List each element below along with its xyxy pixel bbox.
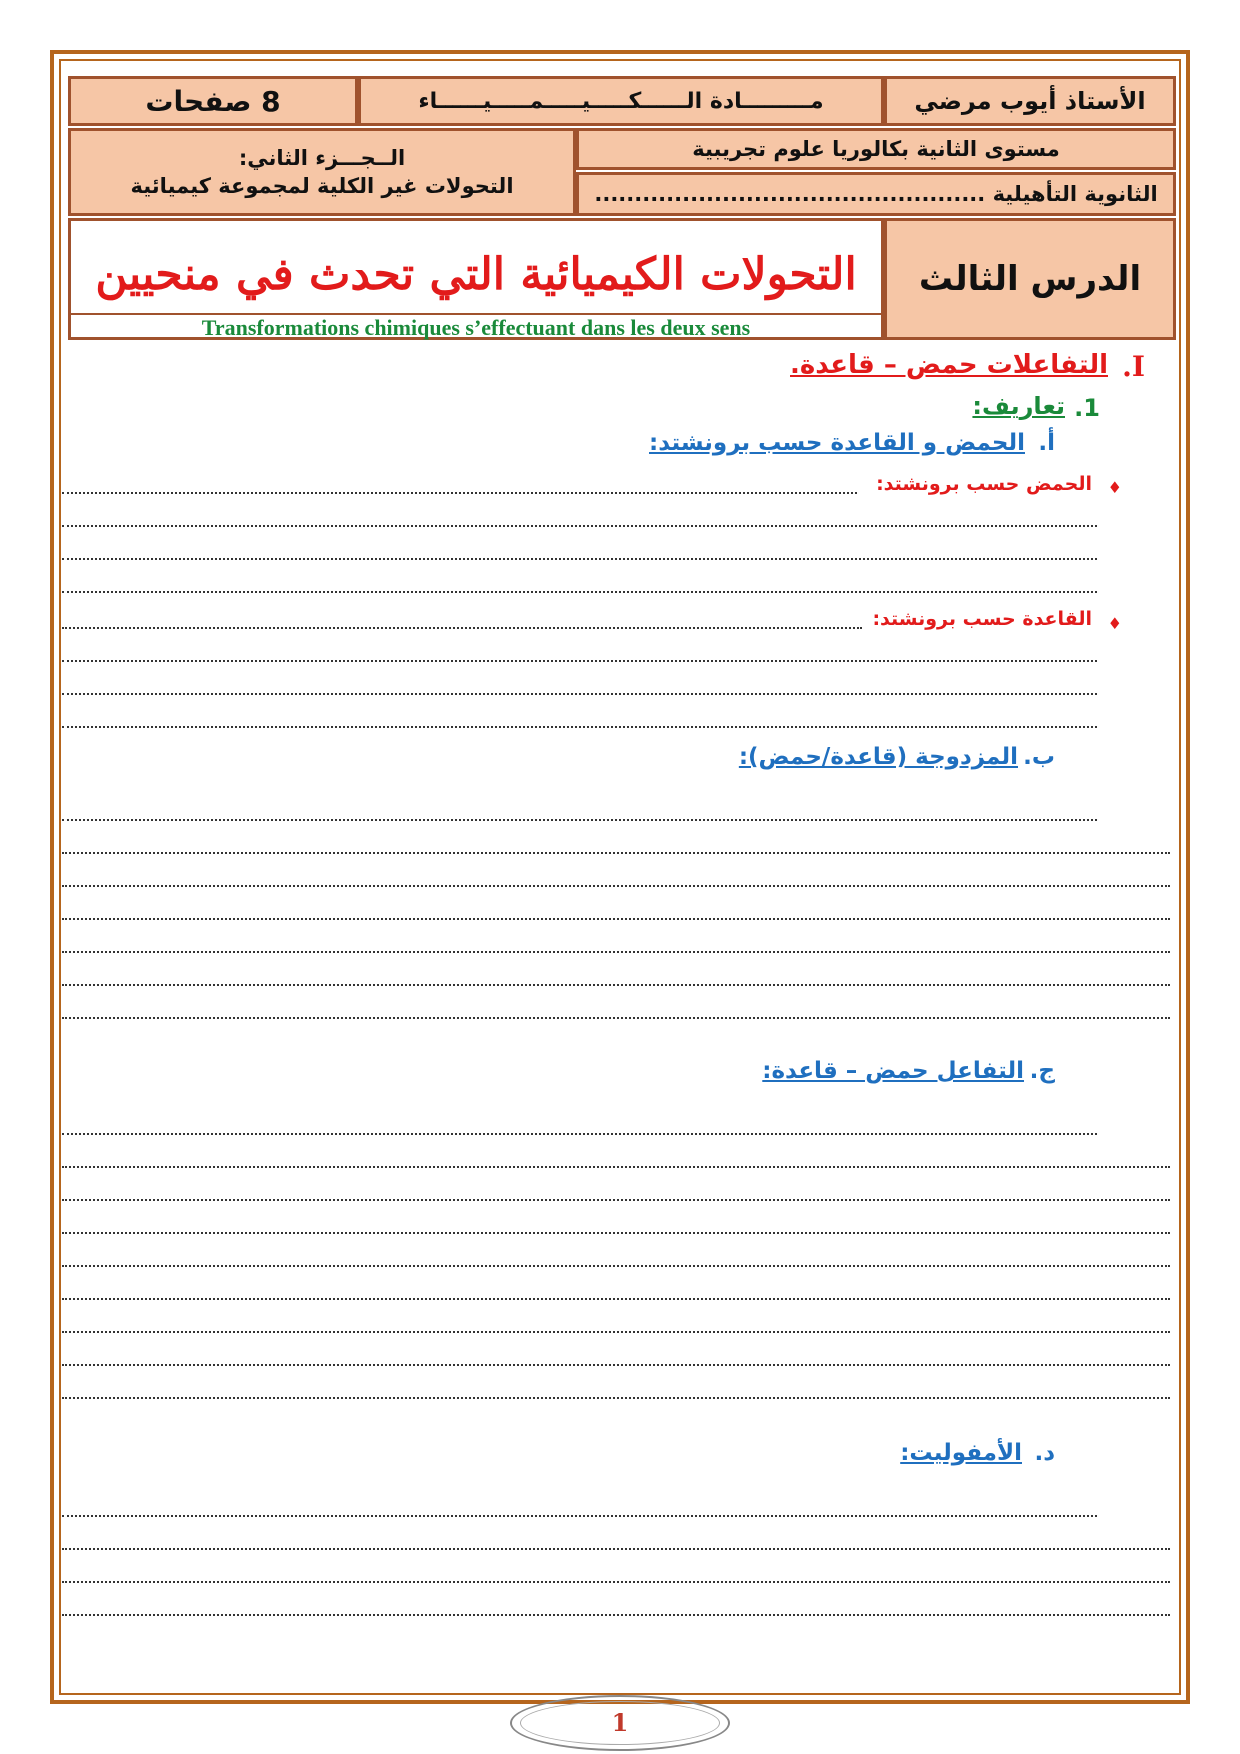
answer-line [62,1166,1170,1168]
answer-line [62,1199,1170,1201]
answer-line [62,1548,1170,1550]
answer-line [62,726,1097,728]
answer-line [62,1298,1170,1300]
sub-d-number: د. [1034,1440,1055,1466]
answer-line [62,660,1097,662]
answer-line [62,558,1097,560]
answer-line [62,819,1097,821]
answer-line [62,1397,1170,1399]
answer-line [62,693,1097,695]
answer-line [62,885,1170,887]
answer-line [62,852,1170,854]
answer-line [62,1614,1170,1616]
sub-c-title: التفاعل حمض – قاعدة: [762,1058,1024,1084]
sub-d-title: الأمفوليت: [900,1440,1022,1466]
bullet-1-symbol: ♦ [1107,478,1122,497]
pages-cell [68,76,358,126]
answer-line [62,1232,1170,1234]
school-text: الثانوية التأهيلية ................................................. [594,182,1158,206]
answer-line [62,1364,1170,1366]
sub-b-title: المزدوجة (قاعدة/حمض): [738,744,1018,770]
school-cell [576,172,1176,216]
answer-line [62,492,857,494]
lesson-title-french: Transformations chimiques s’effectuant dans les deux sens [71,313,881,341]
section-number: I. [1122,350,1145,383]
bullet-2-label: القاعدة حسب برونشتد: [872,608,1092,630]
sub-a-title: الحمض و القاعدة حسب برونشتد: [649,430,1025,456]
answer-line [62,1331,1170,1333]
sub1-number: 1. [1074,394,1100,422]
answer-line [62,918,1170,920]
answer-line [62,525,1097,527]
part-cell [68,128,576,216]
answer-line [62,984,1170,986]
sub-b-number: ب. [1023,744,1055,770]
lesson-title-arabic: التحولات الكيميائية التي تحدث في منحيين [95,248,857,300]
bullet-2-symbol: ♦ [1107,614,1122,633]
answer-line [62,1515,1097,1517]
page-number: 1 [611,1708,629,1737]
answer-line [62,951,1170,953]
teacher-name: الأستاذ أيوب مرضي [914,87,1146,115]
sub-a-number: أ. [1038,430,1055,456]
bullet-1-label: الحمض حسب برونشتد: [876,473,1092,495]
answer-line [62,591,1097,593]
level-text: مستوى الثانية بكالوريا علوم تجريبية [692,137,1060,161]
lesson-number: الدرس الثالث [918,259,1142,299]
answer-line [62,1133,1097,1135]
pages-count: 8 صفحات [145,84,281,118]
teacher-cell [884,76,1176,126]
section-title: التفاعلات حمض – قاعدة. [790,350,1108,380]
part-label: الــجـــزء الثاني: [238,146,406,170]
subject-name: مـــــــــادة الــــــكـــــيـــــمـــــيــــــاء [418,88,824,114]
answer-line [62,627,862,629]
lesson-number-cell [884,218,1176,340]
answer-line [62,1581,1170,1583]
answer-line [62,1017,1170,1019]
level-cell [576,128,1176,170]
part-title: التحولات غير الكلية لمجموعة كيميائية [130,174,514,198]
sub1-title: تعاريف: [972,392,1065,420]
subject-cell [358,76,884,126]
answer-line [62,1265,1170,1267]
sub-c-number: ج. [1029,1058,1055,1084]
lesson-title-box [68,218,884,340]
